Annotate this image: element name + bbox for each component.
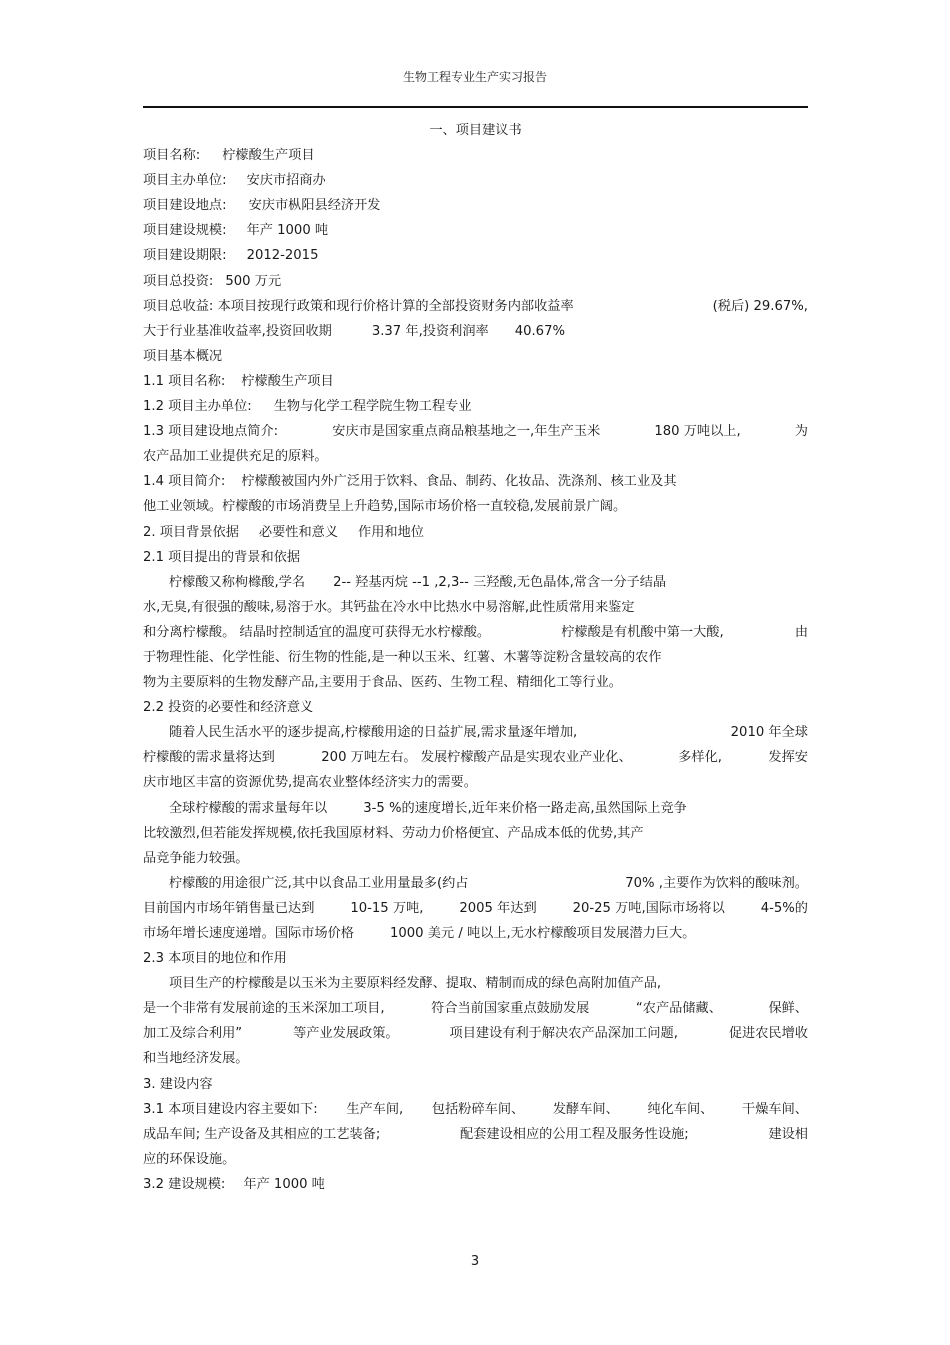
text-segment: 安庆市招商办 xyxy=(246,173,326,189)
text-line xyxy=(143,620,808,645)
text-segment: 20-25 万吨,国际市场将以 xyxy=(572,900,725,916)
text-segment: 项目建设规模: xyxy=(143,223,227,239)
header-rule xyxy=(143,106,808,108)
text-segment: 纯化车间、 xyxy=(647,1101,714,1117)
text-segment: 200 万吨左右。 发展柠檬酸产品是实现农业产业化、 xyxy=(321,750,632,766)
text-segment: 3-5 %的速度增长,近年来价格一路走高,虽然国际上竞争 xyxy=(363,800,687,816)
text-segment: 作用和地位 xyxy=(358,524,424,540)
text-segment: 必要性和意义 xyxy=(258,524,339,540)
text-line xyxy=(143,946,808,971)
text-line xyxy=(143,821,808,846)
text-segment: 大于行业基准收益率,投资回收期 xyxy=(143,323,332,339)
text-line xyxy=(143,269,808,294)
text-segment: 物为主要原料的生物发酵产品,主要用于食品、医药、生物工程、精细化工等行业。 xyxy=(143,675,622,691)
text-segment: 1.2 项目主办单位: xyxy=(143,399,252,415)
text-segment: 于物理性能、化学性能、衍生物的性能,是一种以玉米、红薯、木薯等淀粉含量较高的农作 xyxy=(143,649,662,665)
text-line xyxy=(143,168,808,193)
text-segment: 随着人民生活水平的逐步提高,柠檬酸用途的日益扩展,需求量逐年增加, xyxy=(169,725,578,741)
text-segment: 生产车间, xyxy=(346,1101,404,1117)
text-line xyxy=(143,319,808,344)
text-segment: 项目建设期限: xyxy=(143,248,227,264)
text-line xyxy=(143,1172,808,1197)
text-segment: 项目主办单位: xyxy=(143,173,227,189)
text-line xyxy=(143,796,808,821)
text-line xyxy=(143,394,808,419)
text-segment: 是一个非常有发展前途的玉米深加工项目, xyxy=(143,1001,385,1017)
text-segment: (税后) 29.67%, xyxy=(712,298,808,314)
text-line xyxy=(143,218,808,243)
text-line xyxy=(143,570,808,595)
text-line xyxy=(143,1021,808,1046)
text-segment: 发挥安 xyxy=(768,750,808,766)
text-segment: 由 xyxy=(794,624,808,640)
text-line xyxy=(143,494,808,519)
text-segment: 500 万元 xyxy=(225,273,282,289)
text-segment: 10-15 万吨, xyxy=(350,900,424,916)
text-segment: 2005 年达到 xyxy=(459,900,537,916)
text-segment: 年产 1000 吨 xyxy=(243,1176,325,1192)
text-segment: 2012-2015 xyxy=(246,248,319,264)
text-segment: 2.1 项目提出的背景和依据 xyxy=(143,549,301,565)
text-segment: 庆市地区丰富的资源优势,提高农业整体经济实力的需要。 xyxy=(143,775,477,791)
text-segment: 比较激烈,但若能发挥规模,依托我国原材料、劳动力价格便宜、产品成本低的优势,其产 xyxy=(143,825,644,841)
text-line xyxy=(143,1072,808,1097)
text-segment: 项目基本概况 xyxy=(143,348,223,364)
text-segment: 目前国内市场年销售量已达到 xyxy=(143,900,315,916)
text-segment: 柠檬酸的需求量将达到 xyxy=(143,750,275,766)
text-line xyxy=(143,921,808,946)
text-segment: 水,无臭,有很强的酸味,易溶于水。其钙盐在冷水中比热水中易溶解,此性质常用来鉴定 xyxy=(143,599,635,615)
running-header: 生物工程专业生产实习报告 xyxy=(402,70,547,84)
text-line xyxy=(143,1046,808,1071)
text-line xyxy=(143,695,808,720)
text-segment: 干燥车间、 xyxy=(742,1101,808,1117)
text-segment: 发酵车间、 xyxy=(552,1101,619,1117)
text-line xyxy=(143,520,808,545)
text-line xyxy=(143,670,808,695)
text-segment: 3.1 本项目建设内容主要如下: xyxy=(143,1101,318,1117)
text-line xyxy=(143,595,808,620)
text-segment: 应的环保设施。 xyxy=(143,1151,236,1167)
text-segment: 安庆市枞阳县经济开发 xyxy=(248,198,381,214)
text-segment: 柠檬酸是有机酸中第一大酸, xyxy=(561,624,724,640)
text-segment: 柠檬酸的用途很广泛,其中以食品工业用量最多(约占 xyxy=(169,875,469,891)
text-segment: 柠檬酸生产项目 xyxy=(241,373,334,389)
text-segment: 柠檬酸生产项目 xyxy=(222,148,315,164)
text-segment: 年产 1000 吨 xyxy=(246,223,329,239)
text-line xyxy=(143,545,808,570)
text-segment: 农产品加工业提供充足的原料。 xyxy=(143,449,328,465)
text-segment: 和分离柠檬酸。 结晶时控制适宜的温度可获得无水柠檬酸。 xyxy=(143,624,491,640)
text-line xyxy=(143,1122,808,1147)
text-segment: 柠檬酸被国内外广泛用于饮料、食品、制药、化妆品、洗涤剂、核工业及其 xyxy=(241,474,677,490)
text-line xyxy=(143,1147,808,1172)
text-segment: 2.3 本项目的地位和作用 xyxy=(143,951,287,967)
text-segment: 市场年增长速度递增。国际市场价格 xyxy=(143,926,354,941)
text-segment: 配套建设相应的公用工程及服务性设施; xyxy=(460,1126,689,1142)
text-line xyxy=(143,996,808,1021)
text-segment: 建设相 xyxy=(768,1126,808,1142)
text-line xyxy=(143,720,808,745)
text-line xyxy=(143,294,808,319)
text-segment: 等产业发展政策。 xyxy=(293,1026,399,1042)
text-segment: 包括粉碎车间、 xyxy=(431,1101,525,1117)
text-segment: 多样化, xyxy=(678,750,722,766)
text-segment: 促进农民增收 xyxy=(728,1026,808,1042)
text-segment: 他工业领域。柠檬酸的市场消费呈上升趋势,国际市场价格一直较稳,发展前景广阔。 xyxy=(143,499,627,515)
text-line xyxy=(143,896,808,921)
text-line xyxy=(143,770,808,795)
text-segment: 1.4 项目简介: xyxy=(143,474,226,490)
text-line xyxy=(143,1097,808,1122)
text-line xyxy=(143,193,808,218)
text-segment: 项目名称: xyxy=(143,148,201,164)
text-segment: 全球柠檬酸的需求量每年以 xyxy=(169,800,328,816)
text-segment: 加工及综合利用” xyxy=(143,1026,243,1042)
text-segment: 项目总收益: 本项目按现行政策和现行价格计算的全部投资财务内部收益率 xyxy=(143,298,574,314)
text-segment: 柠檬酸又称枸橼酸,学名 xyxy=(169,574,306,590)
text-segment: 项目总投资: xyxy=(143,273,214,289)
text-segment: 项目建设地点: xyxy=(143,198,227,214)
text-line xyxy=(143,369,808,394)
text-segment: 1.1 项目名称: xyxy=(143,373,226,389)
text-line xyxy=(143,419,808,444)
paragraph-lines xyxy=(143,143,808,1197)
text-line xyxy=(143,469,808,494)
text-segment: 70% ,主要作为饮料的酸味剂。 xyxy=(625,875,808,891)
text-segment: 2.2 投资的必要性和经济意义 xyxy=(143,700,314,716)
section-title: 一、项目建议书 xyxy=(429,123,522,138)
text-segment: 1.3 项目建设地点简介: xyxy=(143,424,279,440)
text-segment: 1000 美元 / 吨以上,无水柠檬酸项目发展潜力巨大。 xyxy=(390,926,696,941)
text-segment: 保鲜、 xyxy=(768,1001,808,1017)
text-segment: 为 xyxy=(794,424,808,440)
text-line xyxy=(143,344,808,369)
text-line xyxy=(143,971,808,996)
text-line xyxy=(143,645,808,670)
text-segment: 180 万吨以上, xyxy=(654,424,741,440)
text-line xyxy=(143,243,808,268)
text-segment: 项目生产的柠檬酸是以玉米为主要原料经发酵、提取、精制而成的绿色高附加值产品, xyxy=(169,976,662,992)
text-line xyxy=(143,143,808,168)
text-line xyxy=(143,871,808,896)
document-body xyxy=(143,118,808,1197)
text-segment: 2-- 羟基丙烷 --1 ,2,3-- 三羟酸,无色晶体,常含一分子结晶 xyxy=(333,574,667,590)
text-line xyxy=(143,846,808,871)
text-segment: 3.37 年,投资利润率 xyxy=(371,323,489,339)
text-segment: 4-5%的 xyxy=(760,900,808,916)
text-segment: 3.2 建设规模: xyxy=(143,1176,226,1192)
text-segment: 项目建设有利于解决农产品深加工问题, xyxy=(449,1026,678,1042)
text-segment: 3. 建设内容 xyxy=(143,1076,213,1092)
text-segment: 2010 年全球 xyxy=(730,725,808,741)
text-segment: 品竞争能力较强。 xyxy=(143,850,249,866)
text-line xyxy=(143,745,808,770)
text-segment: “农产品储藏、 xyxy=(635,1001,722,1017)
text-segment: 符合当前国家重点鼓励发展 xyxy=(431,1001,590,1017)
text-segment: 成品车间; 生产设备及其相应的工艺装备; xyxy=(143,1126,381,1142)
text-line xyxy=(143,444,808,469)
text-segment: 生物与化学工程学院生物工程专业 xyxy=(273,399,472,415)
text-segment: 2. 项目背景依据 xyxy=(143,524,239,540)
page-number: 3 xyxy=(470,1254,480,1269)
text-segment: 40.67% xyxy=(514,323,565,339)
text-segment: 和当地经济发展。 xyxy=(143,1051,249,1067)
text-segment: 安庆市是国家重点商品粮基地之一,年生产玉米 xyxy=(332,424,601,440)
